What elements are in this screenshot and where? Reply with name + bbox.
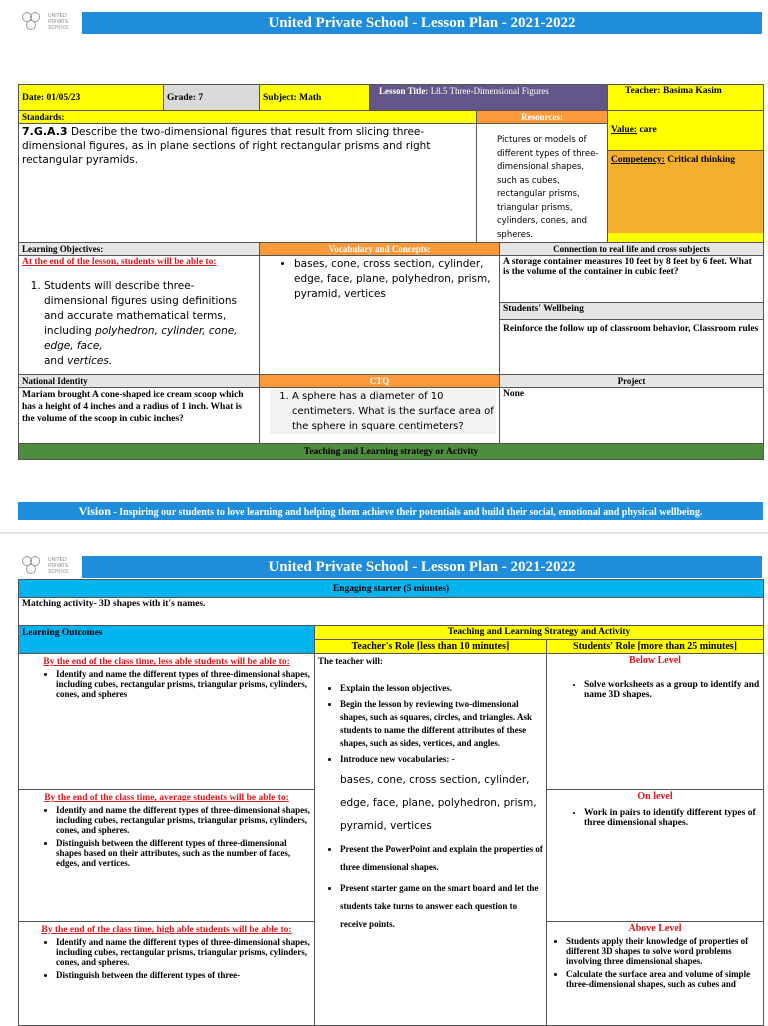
school-logo <box>22 12 82 32</box>
logo-text: UNITED PRIVATE SCHOOL <box>48 13 70 31</box>
grade-cell: Grade: 7 <box>164 85 260 111</box>
below-label: Below Level <box>629 655 681 666</box>
subject-cell: Subject: Math <box>260 85 370 111</box>
list-item: • Explain the lesson objectives. <box>340 682 543 695</box>
value-text: care <box>639 125 657 135</box>
competency-label: Competency: <box>611 155 665 165</box>
teacher-role-cell <box>315 654 547 1026</box>
vision-bar <box>18 502 763 520</box>
value-competency-cell <box>608 111 764 243</box>
ctq-item: 1. A sphere has a diameter of 10 centimeters. What is the surface area of the sphere in square centimeters? <box>292 389 496 434</box>
list-item: • Identify and name the different types of three-dimensional shapes, including cubes, rectangular prisms, triangular prisms, cylinders, cones, and spheres. <box>56 805 311 835</box>
vocab-label: Vocabulary and Concepts: <box>260 243 500 256</box>
teacher-vocab: bases, cone, cross section, cylinder, edge, face, plane, polyhedron, prism, pyramid, vertices <box>340 774 537 832</box>
objectives-cell <box>19 256 260 375</box>
teacher-role-label: Teacher's Role [less than 10 minutes] <box>315 640 547 654</box>
on-label: On level <box>637 791 673 802</box>
high-list <box>22 937 311 980</box>
connection-text: A storage container measures 10 feet by 8 feet by 6 feet. What is the volume of the container in cubic feet? <box>500 256 764 303</box>
vocab-list: • bases, cone, cross section, cylinder, edge, face, plane, polyhedron, prism, pyramid, vertices <box>294 257 496 302</box>
teacher-cell <box>608 85 764 111</box>
page-divider <box>0 532 768 534</box>
average-outcomes <box>19 790 315 922</box>
list-item: • Students apply their knowledge of properties of different 3D shapes to solve word problems involving three dimensional shapes. <box>566 936 760 966</box>
teacher-will: The teacher will: <box>318 656 383 666</box>
lesson-activity-table <box>18 579 764 1026</box>
students-role-label: Students' Role [more than 25 minutes] <box>547 640 764 654</box>
logo-circles-icon <box>22 556 46 576</box>
objective-item: 1. Students will describe three-dimensional figures using definitions and accurate mathematical terms, including polyhedron, cylinder, cone, edge, face, and vertices. <box>44 279 256 369</box>
less-able-intro: By the end of the class time, less able students will be able to: <box>43 657 290 667</box>
lesson-plan-table <box>18 84 764 460</box>
list-item: • Begin the lesson by reviewing two-dimensional shapes, such as squares, circles, and triangles. Ask students to name the different attributes of these shapes, such as sides, vertices, and angles. <box>340 698 543 750</box>
list-item: • Present the PowerPoint and explain the properties of three dimensional shapes. <box>340 840 543 876</box>
list-item: • Calculate the surface area and volume of simple three-dimensional shapes, such as cubes and <box>566 969 760 989</box>
teacher-label: Teacher: <box>625 86 661 96</box>
list-item: • Distinguish between the different types of three- <box>56 970 311 980</box>
less-able-outcomes <box>19 654 315 790</box>
connection-label: Connection to real life and cross subjects <box>500 243 764 256</box>
lesson-title-label: Lesson Title: <box>379 86 429 96</box>
school-logo-2 <box>22 556 82 576</box>
high-intro: By the end of the class time, high able students will be able to: <box>41 925 292 935</box>
vision-label: Vision <box>78 504 111 518</box>
above-list <box>550 936 760 989</box>
above-level-cell <box>547 922 764 1026</box>
above-label: Above Level <box>628 923 682 934</box>
below-list <box>550 680 760 700</box>
average-list <box>22 805 311 868</box>
competency-text: Critical thinking <box>667 155 736 165</box>
vision-text: - Inspiring our students to love learning and helping them achieve their potentials and build their social, emotional and physical wellbeing. <box>113 507 703 518</box>
vocab-cell <box>260 256 500 375</box>
lesson-title-cell <box>370 85 608 111</box>
page2-banner: United Private School - Lesson Plan - 2021-2022 <box>82 556 762 578</box>
list-item: • Introduce new vocabularies: - <box>340 753 543 766</box>
list-item: • Solve worksheets as a group to identify and name 3D shapes. <box>584 680 760 700</box>
logo-circles-icon <box>22 12 46 32</box>
objectives-intro: At the end of the lesson, students will be able to: <box>22 257 217 267</box>
project-text: None <box>500 388 764 444</box>
lesson-title-value: L8.5 Three-Dimensional Figures <box>430 86 549 96</box>
teacher-value: Basima Kasim <box>662 86 722 96</box>
page1-banner: United Private School - Lesson Plan - 2021-2022 <box>82 12 762 34</box>
teacher-list-2 <box>318 840 543 933</box>
project-label: Project <box>500 375 764 388</box>
teacher-list <box>318 682 543 766</box>
resources-label: Resources: <box>477 111 608 124</box>
below-level-cell <box>547 654 764 790</box>
list-item: • Identify and name the different types of three-dimensional shapes, including cubes, rectangular prisms, triangular prisms, cylinders, cones, and spheres <box>56 669 311 699</box>
value-label: Value: <box>611 125 638 135</box>
on-level-cell <box>547 790 764 922</box>
wellbeing-label: Students' Wellbeing <box>500 303 764 319</box>
ctq-cell <box>260 388 500 444</box>
list-item: • Work in pairs to identify different types of three dimensional shapes. <box>584 808 760 828</box>
average-intro: By the end of the class time, average students will be able to: <box>44 793 289 803</box>
high-able-outcomes <box>19 922 315 1026</box>
less-able-list <box>22 669 311 699</box>
standards-text: Describe the two-dimensional figures that result from slicing three-dimensional figures, as in plane sections of right rectangular prisms and right rectangular pyramids. <box>22 126 431 166</box>
starter-label: Engaging starter (5 minutes) <box>19 580 764 598</box>
list-item: • Present starter game on the smart board and let the students take turns to answer each question to receive points. <box>340 879 543 933</box>
standards-code: 7.G.A.3 <box>22 125 68 138</box>
list-item: • Identify and name the different types of three-dimensional shapes, including cubes, rectangular prisms, triangular prisms, cylinders, cones, and spheres. <box>56 937 311 967</box>
standards-text-cell <box>19 124 477 243</box>
ctq-label: CTQ <box>260 375 500 388</box>
logo-text: UNITED PRIVATE SCHOOL <box>48 557 70 575</box>
resources-text: Pictures or models of different types of three-dimensional shapes, such as cubes, rectangular prisms, triangular prisms, cylinders, cones, and spheres. <box>477 124 608 243</box>
strategy-label: Teaching and Learning Strategy and Activity <box>315 626 764 640</box>
wellbeing-text: Reinforce the follow up of classroom behavior, Classroom rules <box>500 319 764 374</box>
list-item: • Distinguish between the different types of three-dimensional shapes based on their attributes, such as the number of faces, edges, and vertices. <box>56 838 311 868</box>
starter-text: Matching activity- 3D shapes with it's names. <box>19 598 764 626</box>
learning-objectives-label: Learning Objectives: <box>19 243 260 256</box>
standards-label: Standards: <box>19 111 477 124</box>
outcomes-label: Learning Outcomes <box>19 626 315 654</box>
national-identity-text: Mariam brought A cone-shaped ice cream scoop which has a height of 4 inches and a radius of 1 inch. What is the volume of the scoop in cubic inches? <box>19 388 260 444</box>
date-cell: Date: 01/05/23 <box>19 85 164 111</box>
teaching-strategy-bar: Teaching and Learning strategy or Activity <box>19 444 764 460</box>
national-identity-label: National Identity <box>19 375 260 388</box>
on-list <box>550 808 760 828</box>
